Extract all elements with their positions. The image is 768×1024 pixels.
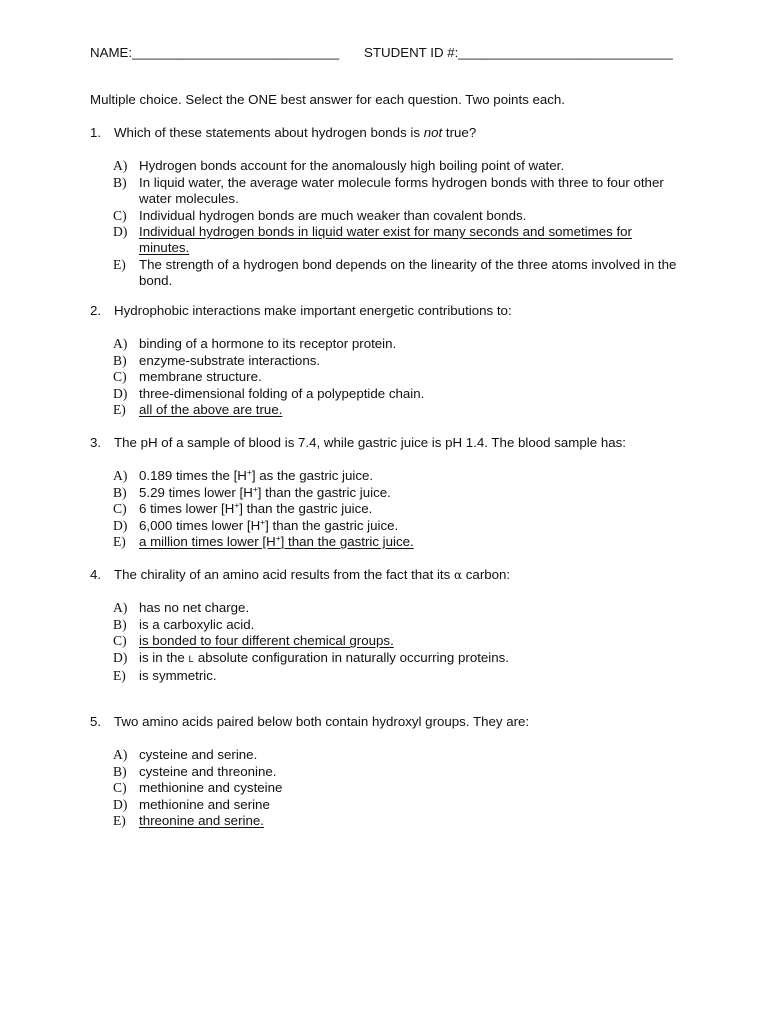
option-a bbox=[113, 747, 685, 763]
option-letter: D) bbox=[113, 796, 128, 812]
instructions: Multiple choice. Select the ONE best answer for each question. Two points each. bbox=[90, 92, 566, 107]
exam-header bbox=[90, 45, 710, 65]
option-text-start: 5.29 times lower [H bbox=[139, 484, 253, 500]
option-letter: C) bbox=[113, 633, 127, 649]
question-3 bbox=[90, 435, 690, 550]
option-letter: E) bbox=[113, 534, 126, 550]
option-letter: D) bbox=[113, 385, 128, 401]
option-text: three-dimensional folding of a polypeptide chain. bbox=[139, 385, 425, 401]
question-stem bbox=[90, 567, 690, 583]
option-text bbox=[139, 534, 414, 549]
option-letter: C) bbox=[113, 501, 127, 517]
option-text-end: ] than the gastric juice. bbox=[280, 534, 414, 550]
stem-emphasis: not bbox=[423, 125, 443, 140]
option-letter: B) bbox=[113, 616, 127, 632]
question-4 bbox=[90, 567, 690, 684]
option-text: threonine and serine. bbox=[139, 813, 264, 829]
option-c bbox=[113, 208, 685, 224]
superscript-plus: + bbox=[275, 533, 281, 544]
option-text: Individual hydrogen bonds in liquid water exist for many seconds and sometimes for minutes. bbox=[139, 224, 632, 256]
option-text: Hydrogen bonds account for the anomalously high boiling point of water. bbox=[139, 158, 565, 174]
option-text: is a carboxylic acid. bbox=[139, 616, 255, 632]
option-c bbox=[113, 369, 685, 385]
option-text: cysteine and serine. bbox=[139, 747, 258, 763]
option-text: Individual hydrogen bonds are much weaker than covalent bonds. bbox=[139, 207, 527, 223]
option-text bbox=[139, 518, 398, 533]
stem-text: The chirality of an amino acid results from the fact that its bbox=[114, 567, 454, 582]
option-text: has no net charge. bbox=[139, 600, 250, 616]
superscript-plus: + bbox=[252, 483, 258, 494]
option-e-correct bbox=[113, 402, 685, 418]
option-text: is bonded to four different chemical groups. bbox=[139, 633, 394, 649]
option-letter: D) bbox=[113, 517, 128, 533]
option-letter: E) bbox=[113, 256, 126, 272]
option-d bbox=[113, 797, 685, 813]
option-text: In liquid water, the average water molecule forms hydrogen bonds with three to four other water molecules. bbox=[139, 174, 664, 207]
option-letter: A) bbox=[113, 468, 128, 484]
option-a bbox=[113, 158, 685, 174]
question-2 bbox=[90, 303, 690, 418]
option-text: is symmetric. bbox=[139, 668, 217, 684]
option-letter: B) bbox=[113, 763, 127, 779]
option-letter: B) bbox=[113, 174, 127, 190]
question-number: 4. bbox=[90, 567, 102, 582]
superscript-plus: + bbox=[260, 516, 266, 527]
option-text: binding of a hormone to its receptor protein. bbox=[139, 336, 397, 352]
option-text-start: 6 times lower [H bbox=[139, 501, 235, 517]
stem-text: The pH of a sample of blood is 7.4, while gastric juice is pH 1.4. The blood sample has: bbox=[114, 435, 626, 450]
stem-text: Two amino acids paired below both contain hydroxyl groups. They are: bbox=[114, 714, 530, 729]
question-number: 3. bbox=[90, 435, 102, 450]
option-e bbox=[113, 668, 685, 684]
option-text-end: ] than the gastric juice. bbox=[265, 517, 399, 533]
option-d bbox=[113, 650, 685, 668]
alpha-symbol: α bbox=[453, 568, 463, 582]
option-a bbox=[113, 336, 685, 352]
option-c-correct bbox=[113, 633, 685, 649]
question-1 bbox=[90, 125, 690, 290]
option-text-end: ] than the gastric juice. bbox=[257, 484, 391, 500]
question-stem bbox=[90, 714, 690, 730]
option-text bbox=[139, 468, 373, 483]
option-text-start: a million times lower [H bbox=[139, 534, 276, 550]
option-letter: D) bbox=[113, 224, 128, 240]
option-text: methionine and serine bbox=[139, 796, 270, 812]
option-text bbox=[139, 650, 509, 665]
option-a bbox=[113, 468, 685, 484]
option-letter: E) bbox=[113, 668, 126, 684]
stem-text-end: carbon: bbox=[462, 567, 511, 582]
option-text-start: 6,000 times lower [H bbox=[139, 517, 261, 533]
option-b bbox=[113, 617, 685, 633]
option-b bbox=[113, 175, 685, 208]
option-b bbox=[113, 485, 685, 501]
option-e-correct bbox=[113, 813, 685, 829]
option-text: methionine and cysteine bbox=[139, 780, 283, 796]
answer-options bbox=[90, 747, 690, 829]
stem-text: Which of these statements about hydrogen bonds is bbox=[114, 125, 424, 140]
option-text-start: 0.189 times the [H bbox=[139, 468, 247, 484]
option-letter: C) bbox=[113, 207, 127, 223]
question-stem bbox=[90, 303, 690, 319]
option-letter: A) bbox=[113, 158, 128, 174]
option-text: all of the above are true. bbox=[139, 402, 283, 418]
question-number: 2. bbox=[90, 303, 102, 318]
option-d bbox=[113, 386, 685, 402]
option-letter: C) bbox=[113, 780, 127, 796]
option-a bbox=[113, 600, 685, 616]
option-letter: B) bbox=[113, 352, 127, 368]
option-letter: D) bbox=[113, 649, 128, 665]
answer-options bbox=[90, 468, 690, 550]
option-text bbox=[139, 485, 391, 500]
student-id-field: STUDENT ID #:_____________________________ bbox=[364, 45, 673, 60]
option-text bbox=[139, 501, 372, 516]
option-e-correct bbox=[113, 534, 685, 550]
option-text: membrane structure. bbox=[139, 369, 262, 385]
option-letter: A) bbox=[113, 336, 128, 352]
superscript-plus: + bbox=[234, 500, 240, 511]
stem-text: Hydrophobic interactions make important energetic contributions to: bbox=[114, 303, 512, 318]
option-text: enzyme-substrate interactions. bbox=[139, 352, 321, 368]
option-letter: A) bbox=[113, 747, 128, 763]
answer-options bbox=[90, 336, 690, 418]
option-letter: B) bbox=[113, 484, 127, 500]
option-text-end: absolute configuration in naturally occurring proteins. bbox=[194, 649, 509, 665]
question-number: 1. bbox=[90, 125, 102, 140]
question-5 bbox=[90, 714, 690, 829]
answer-options bbox=[90, 600, 690, 684]
option-text-end: ] than the gastric juice. bbox=[239, 501, 373, 517]
option-d-correct bbox=[113, 224, 685, 257]
option-d bbox=[113, 518, 685, 534]
option-letter: C) bbox=[113, 369, 127, 385]
option-b bbox=[113, 764, 685, 780]
option-letter: A) bbox=[113, 600, 128, 616]
superscript-plus: + bbox=[246, 467, 252, 478]
option-c bbox=[113, 780, 685, 796]
small-caps-l: L bbox=[188, 653, 195, 665]
option-text-start: is in the bbox=[139, 649, 189, 665]
question-stem bbox=[90, 435, 690, 451]
option-letter: E) bbox=[113, 813, 126, 829]
option-c bbox=[113, 501, 685, 517]
option-text: cysteine and threonine. bbox=[139, 763, 277, 779]
option-text-end: ] as the gastric juice. bbox=[251, 468, 374, 484]
option-e bbox=[113, 257, 685, 290]
stem-text-end: true? bbox=[442, 125, 477, 140]
option-letter: E) bbox=[113, 402, 126, 418]
option-b bbox=[113, 353, 685, 369]
option-text: The strength of a hydrogen bond depends on the linearity of the three atoms involved in the bond. bbox=[139, 256, 677, 289]
name-field: NAME:____________________________ bbox=[90, 45, 340, 60]
question-number: 5. bbox=[90, 714, 102, 729]
answer-options bbox=[90, 158, 690, 289]
question-stem bbox=[90, 125, 690, 141]
